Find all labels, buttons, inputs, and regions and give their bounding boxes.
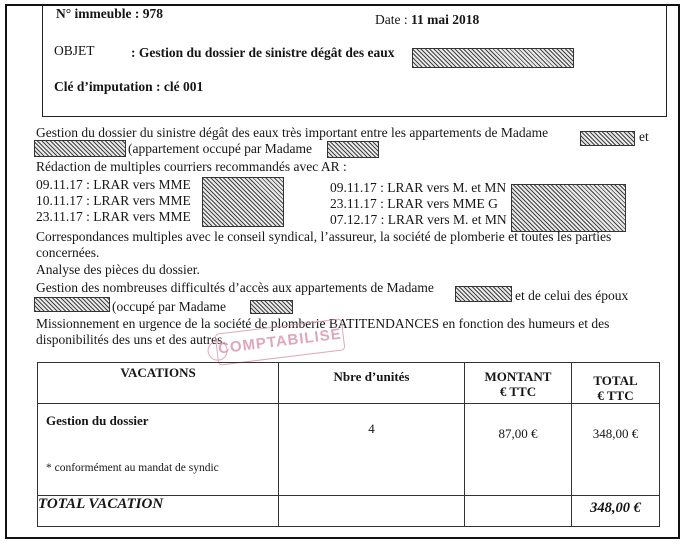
redaction-block <box>511 184 626 232</box>
table-cell <box>572 404 660 496</box>
vacations-table <box>37 362 660 527</box>
paragraph-line: Missionnement en urgence de la société de plomberie BATITENDANCES en fonction des humeurs et des <box>36 316 610 331</box>
letter-line: 23.11.17 : LRAR vers MME G <box>330 196 498 211</box>
table-row <box>38 404 660 496</box>
paragraph-line: Gestion des nombreuses difficultés d’accès aux appartements de Madame <box>36 280 434 295</box>
accounting-stamp: COMPTABILISÉ <box>215 318 346 365</box>
header-line: TOTAL <box>593 373 638 388</box>
paragraph-line: et de celui des époux <box>515 288 629 303</box>
column-header: Nbre d’unités <box>279 363 465 404</box>
redaction-heading: Rédaction de multiples courriers recommandés avec AR : <box>36 159 347 174</box>
units-value: 4 <box>368 421 375 436</box>
objet-label: OBJET <box>54 43 95 58</box>
total-value: 348,00 € <box>592 426 639 441</box>
date-label: Date : <box>375 12 411 27</box>
redaction-block <box>202 177 284 227</box>
header-line: € TTC <box>597 388 634 403</box>
total-row <box>38 496 660 527</box>
redaction-block <box>34 140 126 157</box>
redaction-block <box>412 48 574 68</box>
paragraph-line: Gestion du dossier du sinistre dégât des eaux très important entre les appartements de Madame <box>36 125 549 140</box>
table-cell <box>465 404 572 496</box>
header-line: € TTC <box>499 384 537 399</box>
paragraph-line: disponibilités des uns et des autres. <box>36 332 226 347</box>
vacation-note: * conformément au mandat de syndic <box>46 462 219 474</box>
objet-value: : Gestion du dossier de sinistre dégât des eaux <box>131 45 395 60</box>
document-date <box>375 12 479 28</box>
letter-line: 10.11.17 : LRAR vers MME <box>36 193 191 208</box>
table-cell <box>279 496 465 527</box>
table-header-row <box>38 363 660 404</box>
letter-line: 09.11.17 : LRAR vers MME <box>36 177 191 192</box>
total-label: TOTAL VACATION <box>38 496 279 527</box>
letter-line: 07.12.17 : LRAR vers M. et MN <box>330 212 507 227</box>
paragraph-line: Correspondances multiples avec le conseil syndical, l’assureur, la société de plomberie et toutes les parties <box>36 229 612 244</box>
letter-line: 09.11.17 : LRAR vers M. et MN <box>330 180 507 195</box>
montant-value: 87,00 € <box>498 426 538 441</box>
cle-imputation: Clé d’imputation : clé 001 <box>54 79 204 94</box>
table-cell <box>38 404 279 496</box>
redaction-block <box>34 297 110 312</box>
date-value: 11 mai 2018 <box>411 12 480 27</box>
paragraph-line: (appartement occupé par Madame <box>128 141 313 156</box>
paragraph-line: concernées. <box>36 245 100 260</box>
vacation-label: Gestion du dossier <box>46 413 149 428</box>
redaction-block <box>250 300 293 314</box>
letter-line: 23.11.17 : LRAR vers MME <box>36 209 191 224</box>
column-header <box>465 363 572 404</box>
column-header <box>572 363 660 404</box>
redaction-block <box>455 286 512 302</box>
paragraph-line: (occupé par Madame <box>112 299 226 314</box>
column-header: VACATIONS <box>38 363 279 404</box>
paragraph-line: et <box>639 129 649 144</box>
redaction-block <box>327 141 379 158</box>
table-cell <box>279 404 465 496</box>
grand-total: 348,00 € <box>572 496 660 527</box>
redaction-block <box>580 131 635 146</box>
table-cell <box>465 496 572 527</box>
immeuble-number: N° immeuble : 978 <box>56 6 164 21</box>
header-line: MONTANT <box>484 369 552 384</box>
paragraph-line: Analyse des pièces du dossier. <box>36 262 200 277</box>
